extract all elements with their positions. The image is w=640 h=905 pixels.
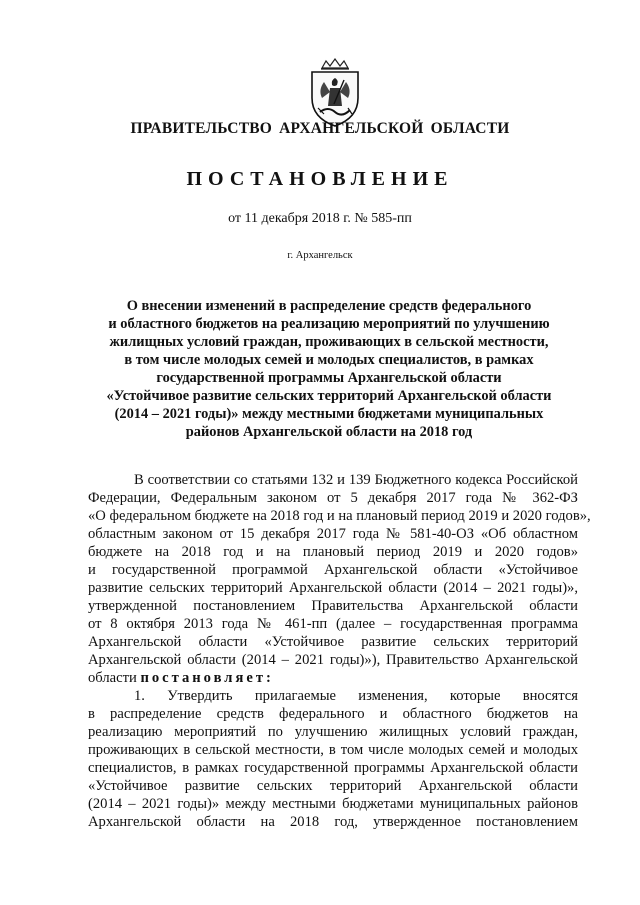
body-line: и государственной программой Архангельской области «Устойчивое	[88, 562, 578, 578]
body-line: утвержденной постановлением Правительства Архангельской области	[88, 598, 578, 614]
organization-name: ПРАВИТЕЛЬСТВО АРХАНГЕЛЬСКОЙ ОБЛАСТИ	[130, 120, 510, 137]
document-title	[90, 297, 568, 441]
arkhangelsk-coat-of-arms-icon	[304, 58, 366, 128]
body-line: специалистов, в рамках государственной программы Архангельской области	[88, 760, 578, 776]
title-line: районов Архангельской области на 2018 год	[185, 424, 473, 440]
document-body	[88, 471, 591, 831]
body-line: Архангельской области (2014 – 2021 годы)»), Правительство Архангельской	[88, 652, 578, 668]
body-line: областным законом от 15 декабря 2017 года № 581-40-ОЗ «Об областном	[88, 526, 578, 542]
body-line-final	[88, 669, 578, 687]
title-line: в том числе молодых семей и молодых специалистов, в рамках	[124, 352, 534, 368]
preamble-paragraph	[88, 471, 591, 687]
body-line: проживающих в сельской местности, в том числе молодых семей и молодых	[88, 742, 578, 758]
title-line: (2014 – 2021 годы)» между местными бюджетами муниципальных	[114, 406, 544, 422]
title-line: государственной программы Архангельской области	[156, 370, 502, 386]
body-line: развитие сельских территорий Архангельской области (2014 – 2021 годы)»,	[88, 580, 578, 596]
body-line-prefix: области	[88, 670, 141, 686]
body-line: бюджете на 2018 год и на плановый период 2019 и 2020 годов»	[88, 544, 578, 560]
document-type: ПОСТАНОВЛЕНИЕ	[186, 168, 454, 190]
body-line: в распределение средств федерального и областного бюджетов на	[88, 706, 578, 722]
body-line: 1. Утвердить прилагаемые изменения, которые вносятся	[134, 688, 578, 704]
clause-1-paragraph	[88, 687, 578, 831]
title-line: «Устойчивое развитие сельских территорий Архангельской области	[106, 388, 552, 404]
document-city: г. Архангельск	[287, 250, 353, 261]
body-line: (2014 – 2021 годы)» между местными бюджетами муниципальных районов	[88, 796, 578, 812]
resolution-keyword: постановляет:	[140, 670, 274, 686]
body-line: от 8 октября 2013 года № 461-пп (далее – государственная программа	[88, 616, 578, 632]
body-line: Архангельской области «Устойчивое развитие сельских территорий	[88, 634, 578, 650]
body-line: В соответствии со статьями 132 и 139 Бюджетного кодекса Российской	[134, 472, 578, 488]
body-line: Федерации, Федеральным законом от 5 декабря 2017 года № 362-ФЗ	[88, 490, 578, 506]
document-date-number: от 11 декабря 2018 г. № 585-пп	[228, 211, 412, 226]
body-line: «О федеральном бюджете на 2018 год и на плановый период 2019 и 2020 годов»,	[88, 508, 591, 524]
title-line: жилищных условий граждан, проживающих в сельской местности,	[109, 334, 549, 350]
title-line: О внесении изменений в распределение средств федерального	[126, 298, 532, 314]
body-line: Архангельской области на 2018 год, утвержденное постановлением	[88, 814, 578, 830]
body-line: «Устойчивое развитие сельских территорий Архангельской области	[88, 778, 578, 794]
title-line: и областного бюджетов на реализацию мероприятий по улучшению	[108, 316, 550, 332]
body-line: реализацию мероприятий по улучшению жилищных условий граждан,	[88, 724, 578, 740]
